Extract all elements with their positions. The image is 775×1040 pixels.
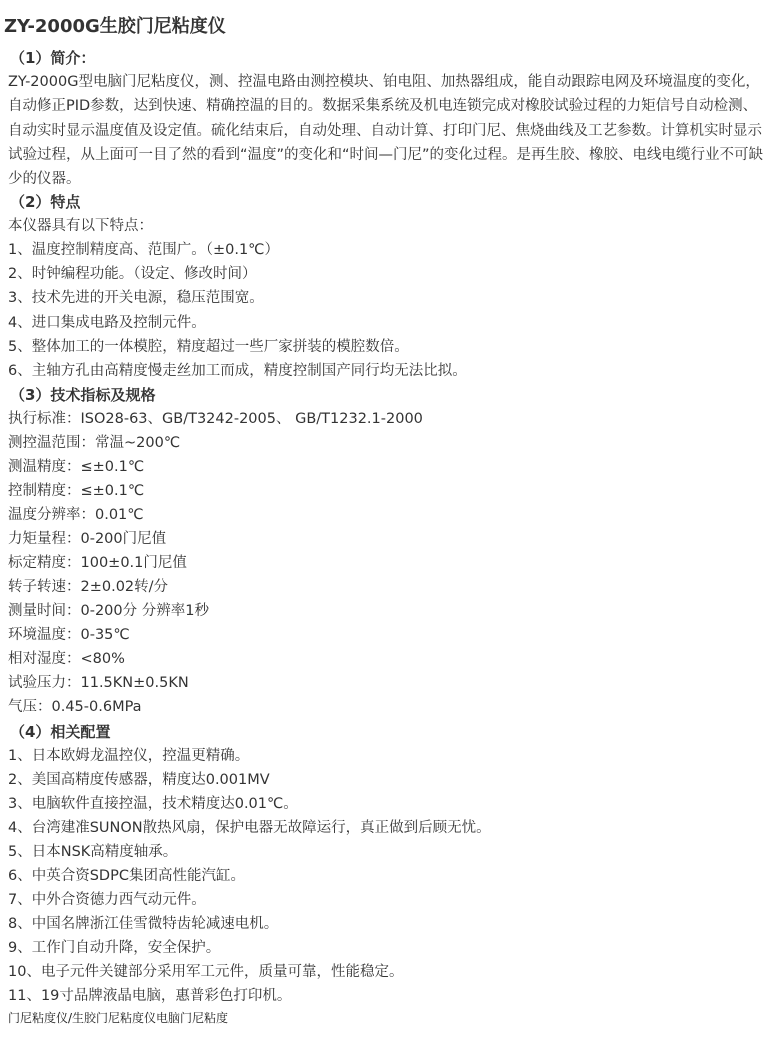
spec-item: 气压：0.45-0.6MPa — [8, 699, 142, 715]
feature-item: 5、整体加工的一体模腔，精度超过一些厂家拼装的模腔数倍。 — [8, 339, 409, 355]
config-item: 4、台湾建准SUNON散热风扇，保护电器无故障运行，真正做到后顾无忧。 — [8, 820, 491, 836]
spec-item: 温度分辨率：0.01℃ — [8, 507, 144, 523]
config-item: 11、19寸品牌液晶电脑，惠普彩色打印机。 — [8, 988, 292, 1004]
spec-item: 测温精度：≤±0.1℃ — [8, 459, 145, 475]
features-lead: 本仪器具有以下特点： — [8, 218, 153, 234]
config-item: 7、中外合资德力西气动元件。 — [8, 892, 206, 908]
spec-item: 控制精度：≤±0.1℃ — [8, 483, 145, 499]
features-heading: （2）特点 — [10, 193, 81, 211]
footer-keywords: 门尼粘度仪/生胶门尼粘度仪电脑门尼粘度 — [8, 1011, 229, 1025]
config-heading: （4）相关配置 — [10, 723, 111, 741]
intro-heading: （1）简介： — [10, 49, 96, 67]
page-title: ZY-2000G生胶门尼粘度仪 — [4, 16, 226, 37]
spec-item: 执行标准：ISO28-63、GB/T3242-2005、 GB/T1232.1-2000 — [8, 411, 423, 427]
spec-item: 转子转速：2±0.02转/分 — [8, 579, 169, 595]
config-item: 5、日本NSK高精度轴承。 — [8, 844, 178, 860]
spec-item: 测量时间：0-200分 分辨率1秒 — [8, 603, 209, 619]
config-item: 9、工作门自动升降，安全保护。 — [8, 940, 221, 956]
spec-item: 测控温范围：常温~200℃ — [8, 435, 181, 451]
intro-paragraph: ZY-2000G型电脑门尼粘度仪，测、控温电路由测控模块、铂电阻、加热器组成，能自动跟踪电网及环境温度的变化，自动修正PID参数，达到快速、精确控温的目的。数据采集系统及机电连锁完成对橡胶试验过程的力矩信号自动检测、自动实时显示温度值及设定值。硫化结束后，自动处理、自动计算、打印门尼、焦烧曲线及工艺参数。计算机实时显示试验过程，从上面可一目了然的看到“温度”的变化和“时间—门尼”的变化过程。是再生胶、橡胶、电线电缆行业不可缺少的仪器。 — [8, 74, 764, 188]
spec-item: 标定精度：100±0.1门尼值 — [8, 555, 187, 571]
spec-item: 试验压力：11.5KN±0.5KN — [8, 675, 189, 691]
spec-item: 力矩量程：0-200门尼值 — [8, 531, 167, 547]
specs-heading: （3）技术指标及规格 — [10, 386, 156, 404]
feature-item: 6、主轴方孔由高精度慢走丝加工而成，精度控制国产同行均无法比拟。 — [8, 363, 467, 379]
config-item: 10、电子元件关键部分采用军工元件，质量可靠，性能稳定。 — [8, 964, 404, 980]
config-item: 3、电脑软件直接控温，技术精度达0.01℃。 — [8, 796, 298, 812]
feature-item: 3、技术先进的开关电源，稳压范围宽。 — [8, 290, 264, 306]
spec-item: 环境温度：0-35℃ — [8, 627, 130, 643]
feature-item: 4、进口集成电路及控制元件。 — [8, 315, 206, 331]
config-item: 1、日本欧姆龙温控仪，控温更精确。 — [8, 748, 250, 764]
feature-item: 2、时钟编程功能。（设定、修改时间） — [8, 266, 257, 282]
config-item: 6、中英合资SDPC集团高性能汽缸。 — [8, 868, 245, 884]
config-item: 8、中国名牌浙江佳雪微特齿轮减速电机。 — [8, 916, 279, 932]
feature-item: 1、温度控制精度高、范围广。（±0.1℃） — [8, 242, 279, 258]
spec-item: 相对湿度：<80% — [8, 651, 125, 667]
config-item: 2、美国高精度传感器，精度达0.001MV — [8, 772, 270, 788]
